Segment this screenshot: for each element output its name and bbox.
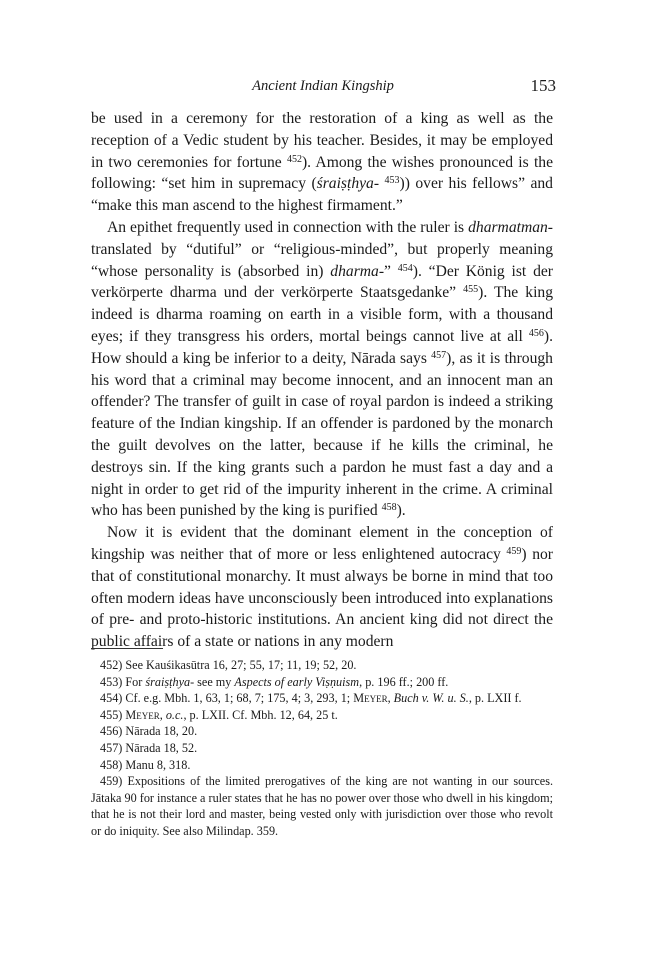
text-run: see my bbox=[194, 674, 235, 689]
footnote-456 bbox=[91, 723, 553, 740]
text-run: 459) Expositions of the limited prerogatives of the king are not wanting in our sources. Jātaka 90 for instance a ruler states that he has no power over those who dwell in his kingdom; that he is not their lord and master, being vested only with jurisdiction over those who revolt or do iniquity. See also Milindap. 359. bbox=[91, 774, 553, 838]
paragraph-2 bbox=[91, 217, 553, 522]
text-run: be used in a ceremony for the restoration of a king as well as the reception of a Vedic student by his teacher. Besides, it may be employed in two ceremonies for fortune bbox=[91, 110, 553, 171]
text-run: o.c. bbox=[165, 707, 184, 722]
text-run: Meyer bbox=[125, 707, 160, 722]
footnote-ref: 456 bbox=[528, 327, 544, 339]
text-run: , bbox=[159, 707, 166, 722]
text-run: , bbox=[387, 691, 394, 706]
text-run: )) over his fellows” and “make this man ascend to the highest firmament.” bbox=[91, 175, 553, 215]
text-run: dharma- bbox=[330, 262, 385, 280]
text-run: , p. LXII. Cf. Mbh. 12, 64, 25 t. bbox=[183, 707, 338, 722]
text-run: translated by “dutiful” or “religious-minded”, but properly meaning “whose personality is (absorbed in) bbox=[91, 240, 553, 280]
text-run: 453) For bbox=[100, 674, 146, 689]
footnote-453 bbox=[91, 674, 553, 691]
footnotes bbox=[91, 657, 553, 840]
text-run: Aspects of early Viṣṇuism bbox=[234, 674, 360, 689]
text-run: dharmatman- bbox=[468, 218, 553, 236]
footnote-ref: 458 bbox=[381, 502, 397, 514]
footnote-ref: 453 bbox=[384, 175, 400, 187]
footnote-ref: 452 bbox=[286, 153, 302, 165]
paragraph-3 bbox=[91, 522, 553, 653]
text-run: , p. 196 ff.; 200 ff. bbox=[359, 674, 449, 689]
text-run: ). “Der König ist der verkörperte dharma und der verkörperte Staatsgedanke” bbox=[91, 262, 553, 302]
footnote-459 bbox=[91, 773, 553, 839]
text-run: śraiṣṭhya- bbox=[316, 175, 380, 193]
footnote-ref: 455 bbox=[463, 284, 479, 296]
text-run: Now it is evident that the dominant element in the conception of kingship was neither that of more or less enlightened autocracy bbox=[91, 524, 553, 563]
running-title: Ancient Indian Kingship bbox=[252, 78, 394, 94]
footnote-452 bbox=[91, 657, 553, 674]
page-header bbox=[90, 76, 556, 100]
text-run: 458) Manu 8, 318. bbox=[100, 757, 191, 772]
text-run: Meyer bbox=[353, 691, 388, 706]
text-run: śraiṣṭhya- bbox=[145, 674, 195, 689]
footnote-455 bbox=[91, 707, 553, 724]
text-run: ). bbox=[396, 502, 406, 520]
text-run: ). How should a king be inferior to a deity, Nārada says bbox=[91, 327, 553, 367]
text-run: 455) bbox=[100, 707, 126, 722]
paragraph-1 bbox=[91, 108, 553, 217]
footnote-separator bbox=[91, 648, 163, 649]
footnote-ref: 454 bbox=[397, 262, 413, 274]
footnote-ref: 457 bbox=[431, 349, 447, 361]
footnote-457 bbox=[91, 740, 553, 757]
text-run: An epithet frequently used in connection with the ruler is bbox=[107, 218, 469, 236]
text-run: 457) Nārada 18, 52. bbox=[100, 740, 198, 755]
text-run: , p. LXII f. bbox=[468, 691, 522, 706]
footnote-454 bbox=[91, 690, 553, 707]
text-run: 456) Nārada 18, 20. bbox=[100, 724, 198, 739]
text-run: ) nor that of constitutional monarchy. It must always be borne in mind that too often modern ideas have unconsciously been introduced into explanations of pre- and proto-historic institutions. An ancient king did not direct the public affairs of a state or nations in any modern bbox=[91, 545, 553, 651]
text-run: 452) See Kauśikasūtra 16, 27; 55, 17; 11, 19; 52, 20. bbox=[100, 658, 357, 672]
text-run: ). Among the wishes pronounced is the following: “set him in supremacy ( bbox=[91, 153, 553, 193]
footnote-ref: 459 bbox=[506, 545, 522, 557]
text-run: ). The king indeed is dharma roaming on earth in a visible form, with a thousand eyes; if they transgress his orders, mortal beings cannot live at all bbox=[91, 284, 553, 345]
text-run: ” bbox=[384, 262, 398, 280]
text-run: ), as it is through his word that a criminal may become innocent, and an innocent man an offender? The transfer of guilt in case of royal pardon is indeed a striking feature of the Indian kingship. If an offender is pardoned by the monarch the guilt devolves on the latter, because if he kills the criminal, he destroys sin. If the king grants such a pardon he must fast a day and a night in order to get rid of the impurity inherent in the crime. A criminal who has been punished by the king is purified bbox=[91, 349, 553, 520]
text-run: Buch v. W. u. S. bbox=[393, 691, 469, 706]
page-number: 153 bbox=[530, 76, 556, 95]
footnote-458 bbox=[91, 757, 553, 774]
body-text bbox=[91, 108, 553, 653]
text-run: 454) Cf. e.g. Mbh. 1, 63, 1; 68, 7; 175, 4; 3, 293, 1; bbox=[100, 691, 354, 706]
